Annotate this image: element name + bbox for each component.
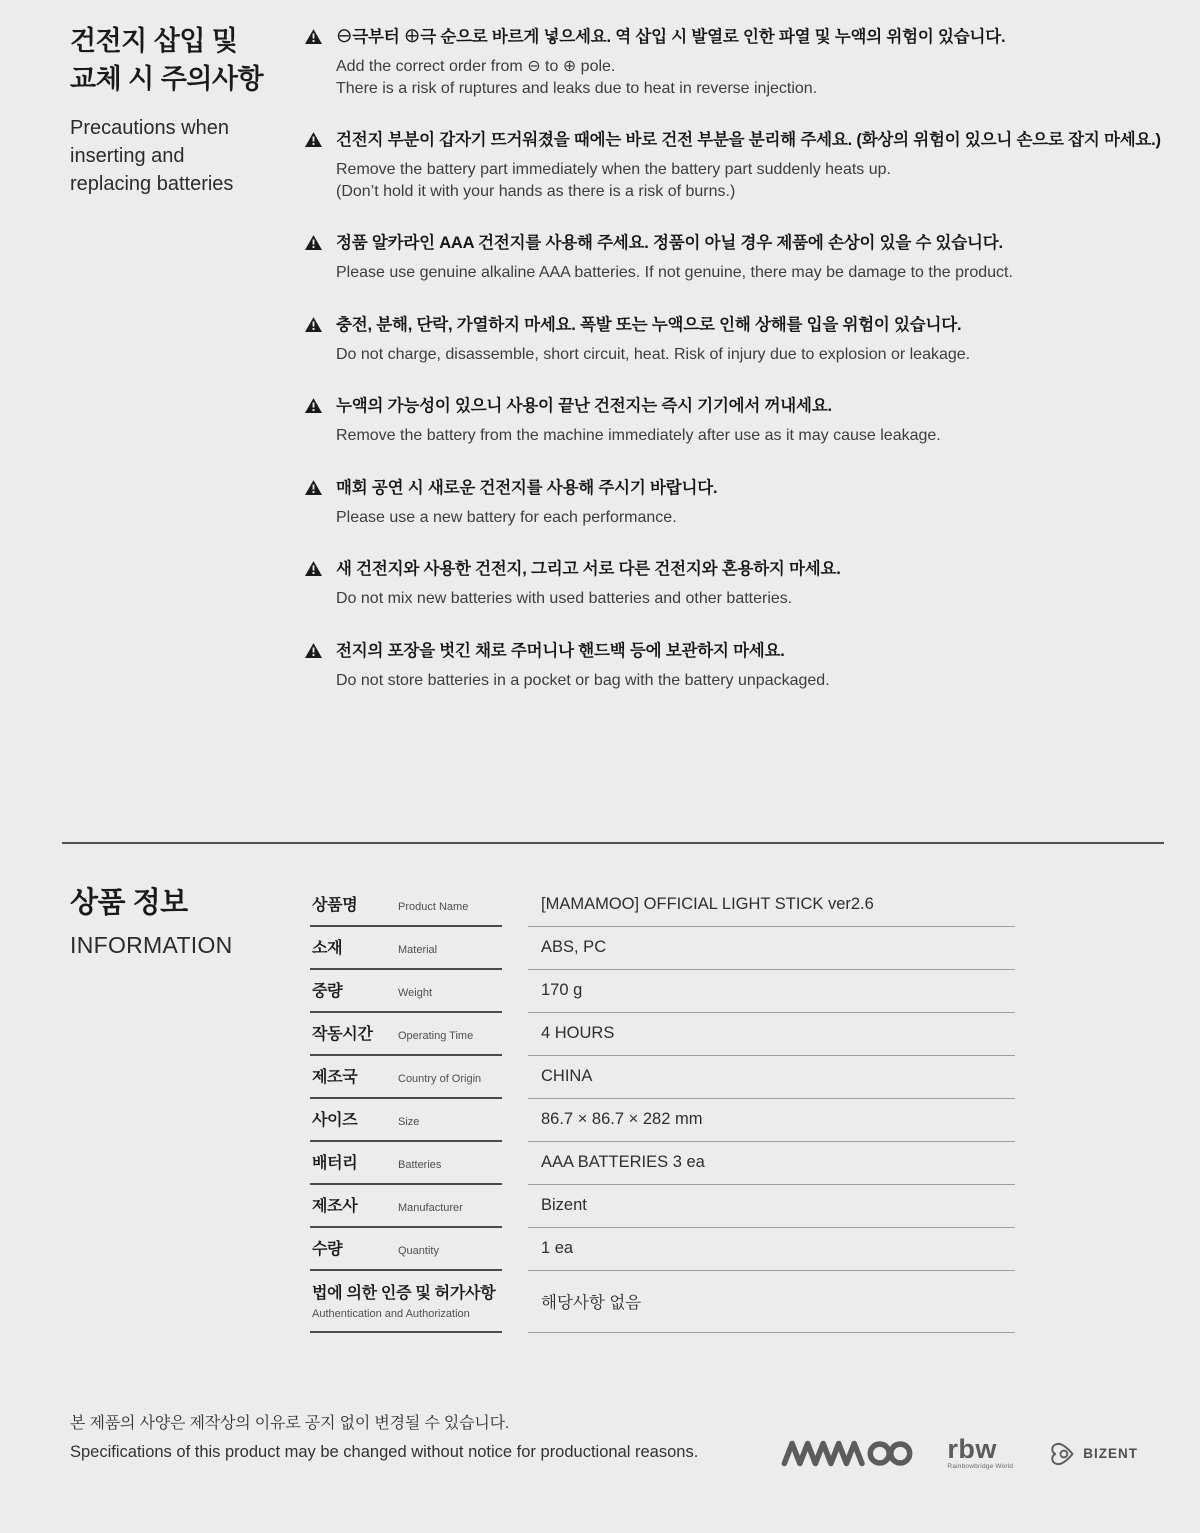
info-label-cell [310,927,502,970]
info-value: 86.7 × 86.7 × 282 mm [528,1099,1015,1142]
warning-text-en: Please use a new battery for each performance. [336,508,677,526]
info-label-cell [310,884,502,927]
info-value: 1 ea [528,1228,1015,1271]
footer-note-en: Specifications of this product may be changed without notice for productional reasons. [70,1443,699,1461]
info-label-en: Country of Origin [398,1073,482,1085]
warning-text-en-block [336,670,1180,692]
info-value: Bizent [528,1185,1015,1228]
footer-note [70,1413,698,1463]
info-table-row [310,1099,1015,1142]
warnings-list [305,26,1180,721]
info-label-cell [310,970,502,1013]
warning-text-ko: 새 건전지와 사용한 건전지, 그리고 서로 다른 건전지와 혼용하지 마세요. [336,560,841,578]
warning-text-ko: 전지의 포장을 벗긴 채로 주머니나 핸드백 등에 보관하지 마세요. [336,641,785,660]
warning-item [305,129,1180,202]
info-label-ko: 수량 [312,1241,343,1258]
precautions-title-ko-line2: 교체 시 주의사항 [70,64,264,94]
warning-item [305,395,1180,447]
warning-text-en: There is a risk of ruptures and leaks due to heat in reverse injection. [336,79,818,97]
info-heading [70,880,233,959]
info-value: [MAMAMOO] OFFICIAL LIGHT STICK ver2.6 [528,884,1015,927]
info-label-ko: 제조국 [312,1069,358,1086]
info-label-ko: 소재 [312,940,343,957]
info-value: CHINA [528,1056,1015,1099]
warning-triangle-icon [305,317,322,332]
warning-text-ko: 정품 알카라인 AAA 건전지를 사용해 주세요. 정품이 아닐 경우 제품에 손상이 있을 수 있습니다. [336,234,1003,252]
rbw-logo [947,1434,1014,1470]
info-table-row [310,884,1015,927]
info-label-en: Batteries [398,1159,442,1171]
info-value: 170 g [528,970,1015,1013]
bizent-logo-wordmark: BIZENT [1083,1446,1138,1461]
info-label-cell [310,1142,502,1185]
info-table-row [310,1142,1015,1185]
warning-triangle-icon [305,561,322,576]
warning-text-ko: 건전지 부분이 갑자기 뜨거워졌을 때에는 바로 건전 부분을 분리해 주세요. (화상의 위험이 있으니 손으로 잡지 마세요.) [336,131,1161,149]
info-label-ko: 제조사 [312,1198,358,1215]
bizent-heart-icon [1047,1439,1077,1469]
info-table-row [310,1185,1015,1228]
warning-triangle-icon [305,480,322,495]
footer-logos [781,1434,1138,1470]
warning-text-ko: 매회 공연 시 새로운 건전지를 사용해 주시기 바랍니다. [336,478,718,497]
info-value: AAA BATTERIES 3 ea [528,1142,1015,1185]
info-table-row [310,1228,1015,1271]
warning-text-en-block [336,507,1180,529]
info-value: ABS, PC [528,927,1015,970]
rbw-logo-subtext: Rainbowbridge World [947,1463,1014,1470]
warning-text-en: Do not charge, disassemble, short circuit, heat. Risk of injury due to explosion or leakage. [336,345,971,363]
info-label-cell [310,1228,502,1271]
warning-item [305,477,1180,529]
warning-text-en: Please use genuine alkaline AAA batteries. If not genuine, there may be damage to the product. [336,264,1013,281]
info-value: 4 HOURS [528,1013,1015,1056]
info-value: 해당사항 없음 [528,1271,1015,1333]
info-table-row [310,1056,1015,1099]
warning-text-en-block [336,262,1180,284]
warning-item [305,558,1180,610]
precautions-heading [70,22,280,198]
info-label-en: Authentication and Authorization [312,1308,470,1320]
bizent-logo [1047,1439,1138,1469]
info-label-en: Manufacturer [398,1202,463,1214]
info-table-row [310,970,1015,1013]
precautions-title-ko [70,22,280,98]
warning-item [305,232,1180,284]
warning-text-en: Add the correct order from ⊖ to ⊕ pole. [336,58,616,75]
warning-item [305,314,1180,366]
footer-note-ko: 본 제품의 사양은 제작상의 이유로 공지 없이 변경될 수 있습니다. [70,1415,510,1432]
warning-text-en-block [336,56,1180,99]
info-label-en: Product Name [398,901,469,913]
info-title-ko: 상품 정보 [70,887,188,919]
warning-text-en-block [336,159,1180,202]
precautions-subtitle-en: Precautions when inserting and replacing batteries [70,117,234,195]
info-table-row [310,1013,1015,1056]
info-label-cell [310,1056,502,1099]
info-label-ko: 배터리 [312,1155,358,1172]
info-table-row [310,1271,1015,1333]
warning-text-en: Remove the battery from the machine immediately after use as it may cause leakage. [336,427,941,444]
section-divider [62,842,1164,844]
info-label-ko: 사이즈 [312,1112,358,1129]
warning-triangle-icon [305,643,322,658]
warning-item [305,26,1180,99]
warning-triangle-icon [305,29,322,44]
rbw-logo-wordmark: rbw [947,1434,997,1464]
warning-triangle-icon [305,235,322,250]
info-label-cell [310,1185,502,1228]
warning-text-en-block [336,425,1180,447]
warning-text-ko: 누액의 가능성이 있으니 사용이 끝난 건전지는 즉시 기기에서 꺼내세요. [336,397,832,415]
warning-text-en-block [336,588,1180,610]
info-label-ko: 법에 의한 인증 및 허가사항 [312,1285,496,1302]
info-table [310,884,1015,1333]
info-label-ko: 작동시간 [312,1026,373,1043]
info-label-cell [310,1099,502,1142]
info-label-ko: 상품명 [312,897,358,914]
info-label-en: Operating Time [398,1030,474,1042]
warning-item [305,640,1180,692]
warning-text-en: Do not mix new batteries with used batteries and other batteries. [336,590,793,607]
precautions-title-ko-line1: 건전지 삽입 및 [70,26,238,56]
warning-text-ko: 충전, 분해, 단락, 가열하지 마세요. 폭발 또는 누액으로 인해 상해를 입을 위험이 있습니다. [336,315,962,334]
mamamoo-logo-icon [781,1440,913,1467]
warning-text-en: Remove the battery part immediately when the battery part suddenly heats up. [336,161,891,178]
info-label-ko: 중량 [312,983,343,1000]
warning-text-en: Do not store batteries in a pocket or bag with the battery unpackaged. [336,671,830,689]
warning-text-en: (Don’t hold it with your hands as there is a risk of burns.) [336,182,736,200]
info-label-en: Weight [398,987,433,999]
warning-text-en-block [336,344,1180,366]
warning-triangle-icon [305,132,322,147]
info-table-row [310,927,1015,970]
info-label-en: Quantity [398,1245,439,1257]
info-title-en: INFORMATION [70,932,233,958]
info-label-cell [310,1013,502,1056]
info-label-cell [310,1271,502,1333]
info-label-en: Material [398,944,438,956]
warning-text-ko: ⊖극부터 ⊕극 순으로 바르게 넣으세요. 역 삽입 시 발열로 인한 파열 및 누액의 위험이 있습니다. [336,28,1006,46]
info-label-en: Size [398,1116,420,1128]
warning-triangle-icon [305,398,322,413]
